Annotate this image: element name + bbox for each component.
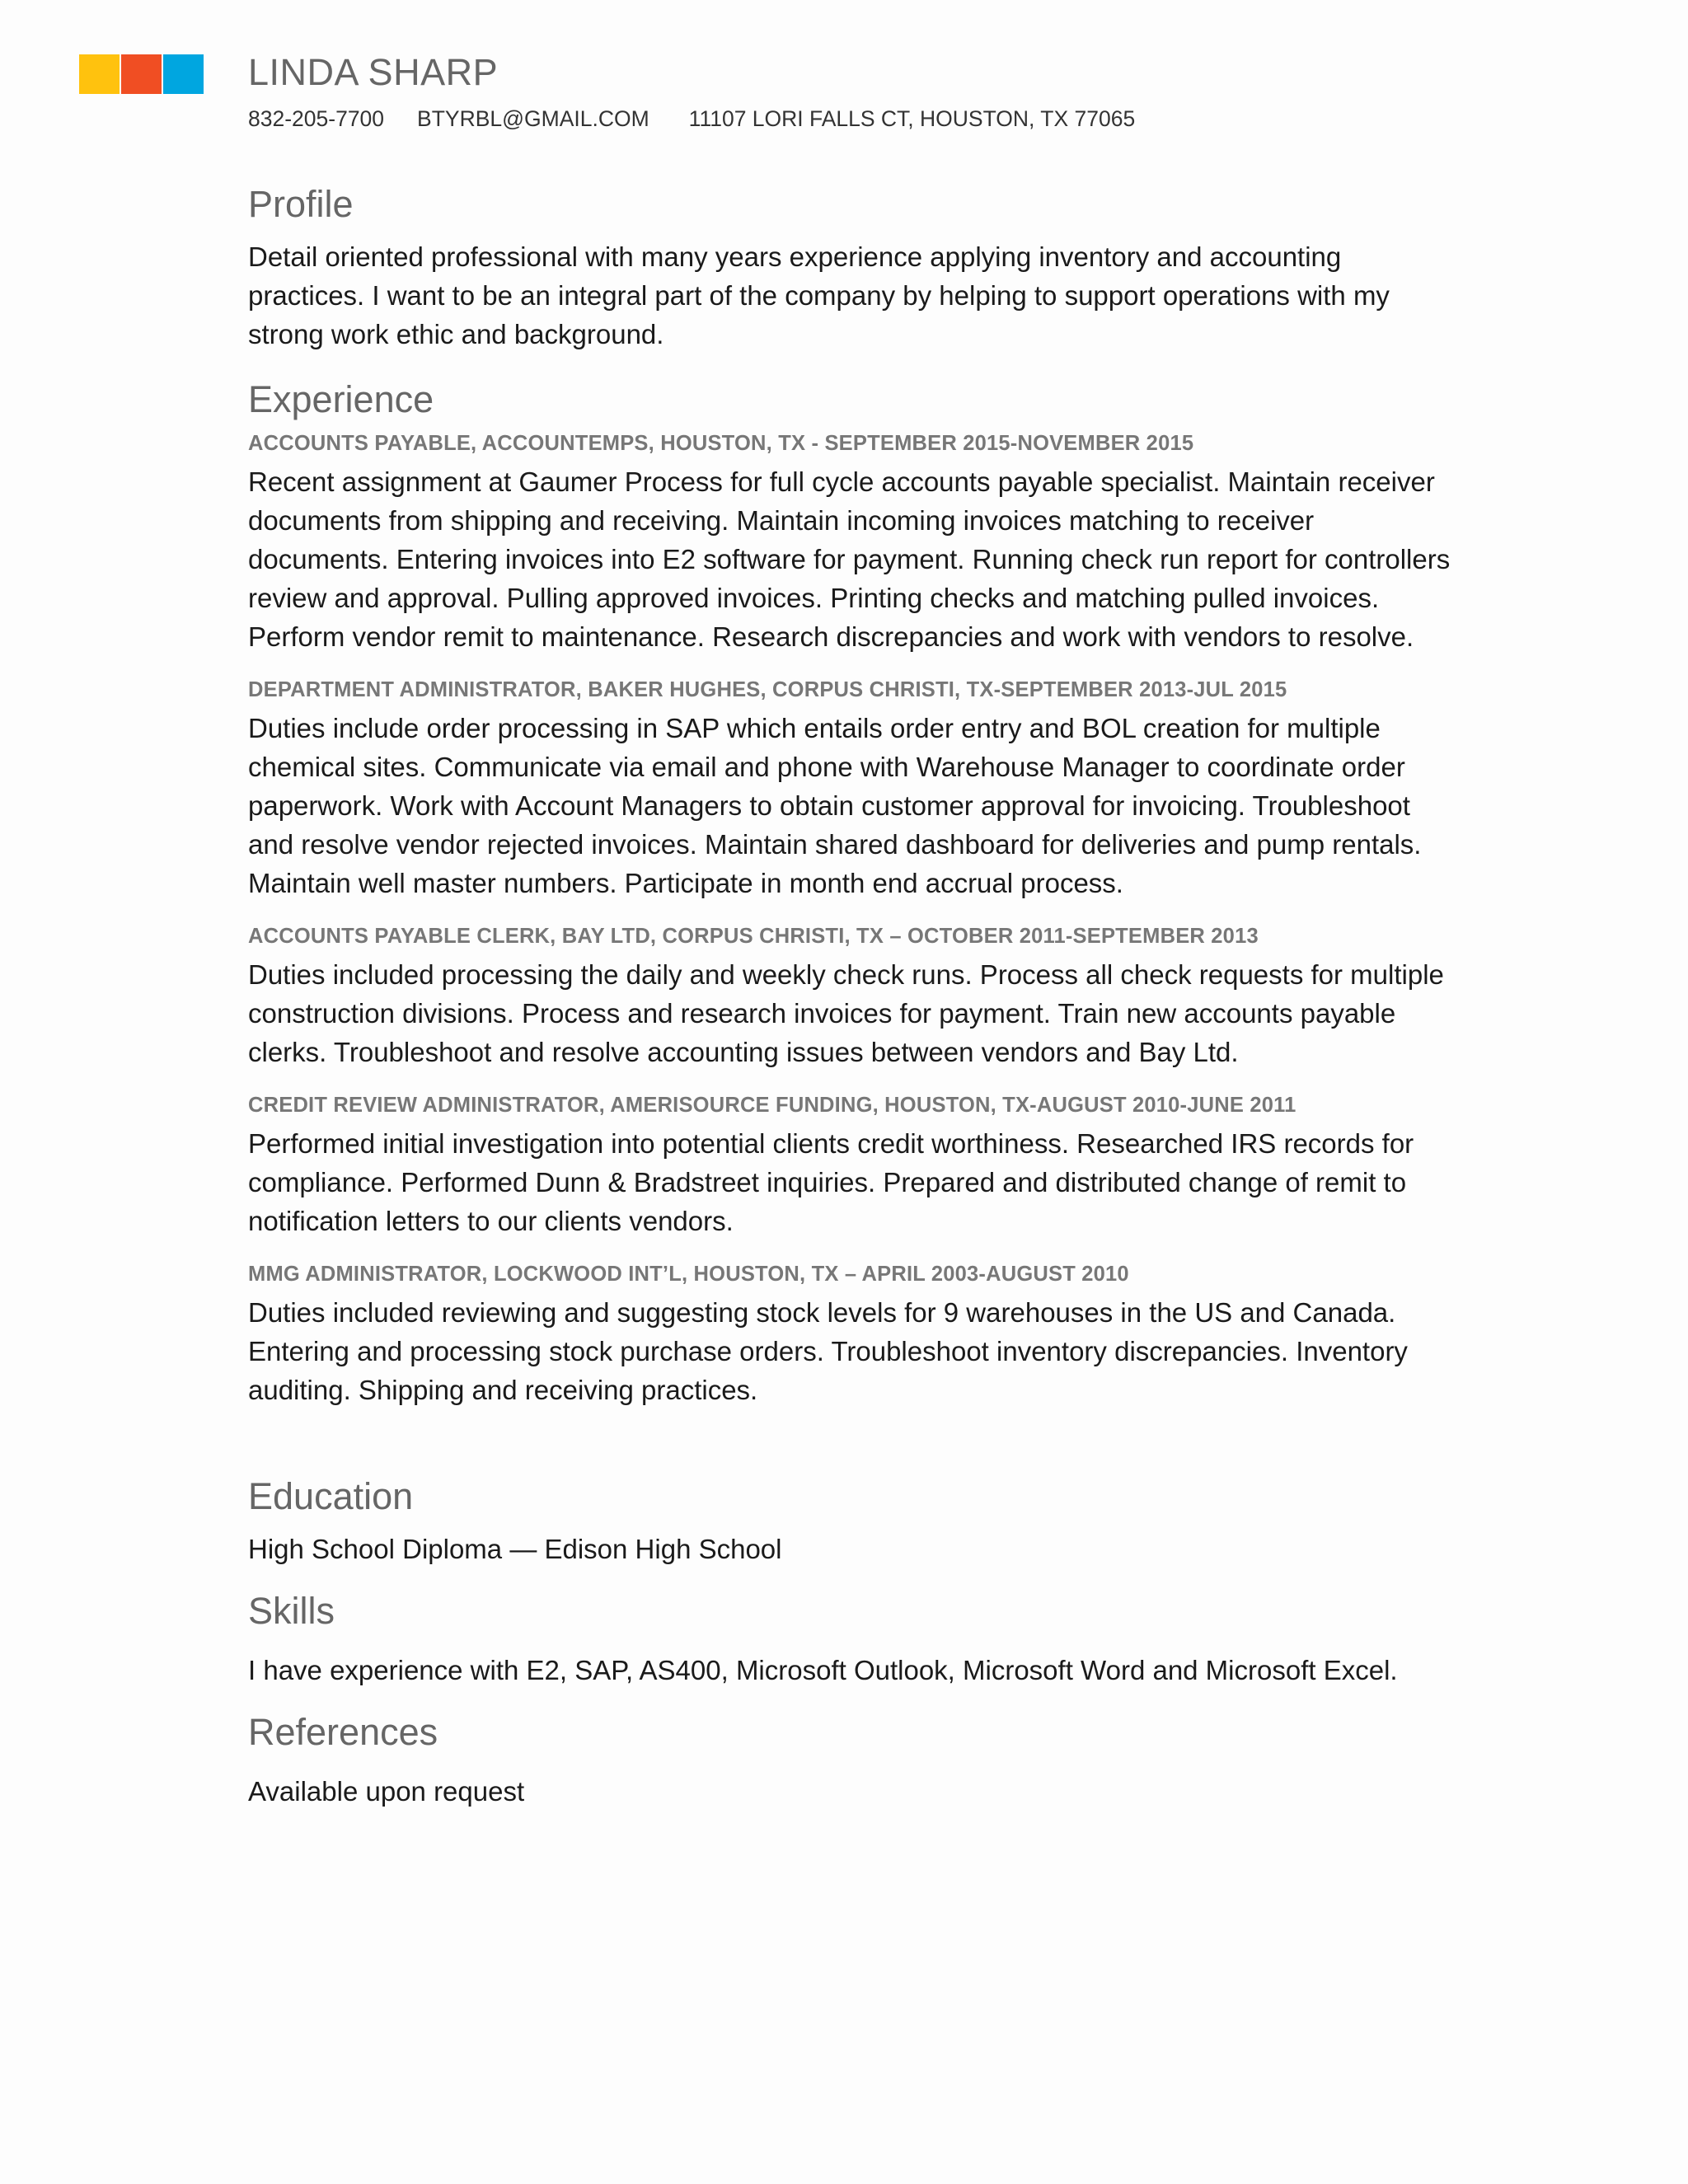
skills-section (248, 1588, 1451, 1690)
profile-heading: Profile (248, 183, 354, 225)
profile-text: Detail oriented professional with many years experience applying inventory and accounting practices. I want to be an integral part of the company by helping to support operations with my strong work ethic and background. (248, 241, 1390, 349)
job-entry (248, 1091, 1451, 1240)
job-description: Recent assignment at Gaumer Process for full cycle accounts payable specialist. Maintain receiver documents from shipping and receiving. Maintain incoming invoices matching to receiver documents. Entering invoices into E2 software for payment. Running check run report for controllers review and approval. Pulling approved invoices. Printing checks and matching pulled invoices. Perform vendor remit to maintenance. Research discrepancies and work with vendors to resolve. (248, 466, 1451, 652)
job-entry (248, 1260, 1451, 1409)
job-title: ACCOUNTS PAYABLE CLERK, BAY LTD, CORPUS CHRISTI, TX – OCTOBER 2011-SEPTEMBER 2013 (248, 925, 1259, 948)
skills-text: I have experience with E2, SAP, AS400, Microsoft Outlook, Microsoft Word and Microsoft Excel. (248, 1655, 1398, 1685)
contact-info (248, 104, 1451, 134)
job-title: DEPARTMENT ADMINISTRATOR, BAKER HUGHES, CORPUS CHRISTI, TX-SEPTEMBER 2013-JUL 2015 (248, 678, 1287, 701)
resume-header (248, 48, 1451, 134)
email-address: BTYRBL@GMAIL.COM (417, 106, 649, 131)
profile-section (248, 181, 1451, 354)
job-title: CREDIT REVIEW ADMINISTRATOR, AMERISOURCE FUNDING, HOUSTON, TX-AUGUST 2010-JUNE 2011 (248, 1094, 1296, 1117)
job-title: ACCOUNTS PAYABLE, ACCOUNTEMPS, HOUSTON, TX - SEPTEMBER 2015-NOVEMBER 2015 (248, 432, 1194, 455)
education-section (248, 1474, 1451, 1568)
job-title: MMG ADMINISTRATOR, LOCKWOOD INT’L, HOUSTON, TX – APRIL 2003-AUGUST 2010 (248, 1263, 1129, 1286)
brand-color-blocks (79, 54, 204, 94)
yellow-block (79, 54, 120, 94)
education-heading: Education (248, 1475, 414, 1517)
job-entry (248, 922, 1451, 1071)
experience-section (248, 377, 1451, 1409)
job-entry (248, 429, 1451, 656)
phone-number: 832-205-7700 (248, 106, 385, 131)
job-description: Duties include order processing in SAP which entails order entry and BOL creation for multiple chemical sites. Communicate via email and phone with Warehouse Manager to coordinate order paperwork. Work with Account Managers to obtain customer approval for invoicing. Troubleshoot and resolve vendor rejected invoices. Maintain shared dashboard for deliveries and pump rentals. Maintain well master numbers. Participate in month end accrual process. (248, 713, 1422, 898)
references-heading: References (248, 1711, 438, 1753)
experience-heading: Experience (248, 378, 434, 420)
resume-content (248, 48, 1451, 1811)
mailing-address: 11107 LORI FALLS CT, HOUSTON, TX 77065 (688, 106, 1136, 131)
job-description: Performed initial investigation into potential clients credit worthiness. Researched IRS records for compliance. Performed Dunn & Bradstreet inquiries. Prepared and distributed change of remit to notification letters to our clients vendors. (248, 1128, 1414, 1236)
skills-heading: Skills (248, 1590, 335, 1632)
orange-block (121, 54, 162, 94)
job-entry (248, 676, 1451, 902)
job-description: Duties included processing the daily and weekly check runs. Process all check requests for multiple construction divisions. Process and research invoices for payment. Train new accounts payable clerks. Troubleshoot and resolve accounting issues between vendors and Bay Ltd. (248, 959, 1444, 1067)
job-description: Duties included reviewing and suggesting stock levels for 9 warehouses in the US and Canada. Entering and processing stock purchase orders. Troubleshoot inventory discrepancies. Inventory auditing. Shipping and receiving practices. (248, 1297, 1408, 1405)
applicant-name: LINDA SHARP (248, 51, 499, 93)
references-section (248, 1709, 1451, 1811)
blue-block (163, 54, 204, 94)
education-text: High School Diploma — Edison High School (248, 1534, 782, 1564)
references-text: Available upon request (248, 1776, 525, 1807)
